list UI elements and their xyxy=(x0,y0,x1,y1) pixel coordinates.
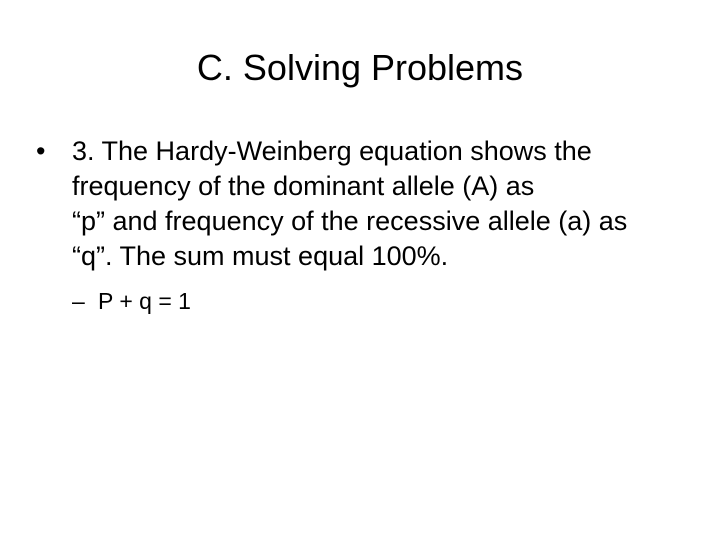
bullet-line: “q”. The sum must equal 100%. xyxy=(72,241,449,271)
sub-bullet-item xyxy=(36,286,686,316)
bullet-marker: • xyxy=(36,136,46,166)
slide-body xyxy=(36,134,686,316)
bullet-line: 3. The Hardy-Weinberg equation shows the xyxy=(72,136,592,166)
bullet-item xyxy=(36,134,686,274)
bullet-line: “p” and frequency of the recessive allele (a) as xyxy=(72,206,628,236)
sub-bullet-marker: – xyxy=(72,288,85,314)
slide-title: C. Solving Problems xyxy=(196,47,524,88)
bullet-line: frequency of the dominant allele (A) as xyxy=(72,171,535,201)
equation-text: P + q = 1 xyxy=(98,288,191,314)
